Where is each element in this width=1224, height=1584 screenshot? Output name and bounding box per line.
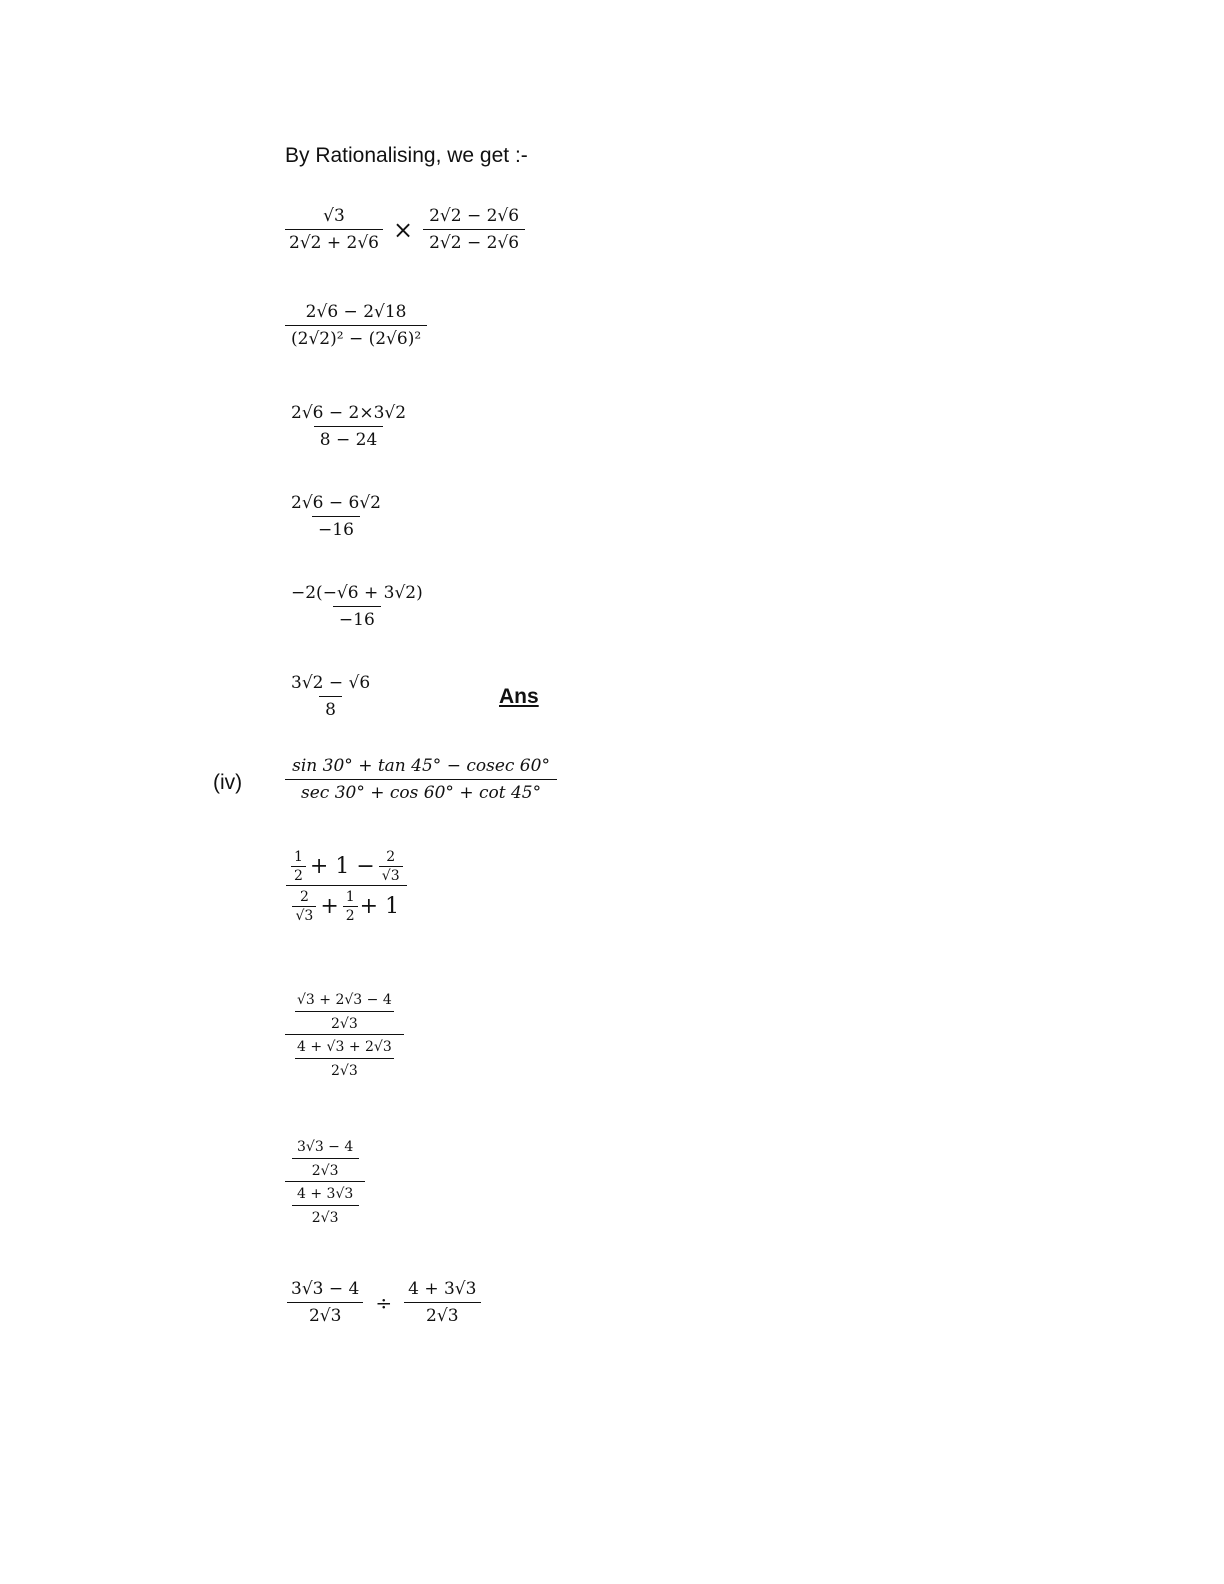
fraction (285, 585, 429, 629)
division-step (285, 1281, 482, 1325)
numerator: 2√6 − 2×3√2 (291, 403, 407, 423)
denominator: 2√3 (292, 1205, 359, 1225)
denominator: 8 (319, 696, 342, 719)
denominator: 2√2 + 2√6 (285, 229, 383, 252)
denominator: 2√3 (295, 1058, 394, 1078)
plus-one: + 1 (359, 893, 400, 919)
trig-expression (285, 758, 557, 802)
part-label: (iv) (213, 771, 243, 794)
equation-step-1 (285, 208, 525, 252)
numerator: 2√6 − 6√2 (291, 493, 381, 513)
equation-step-2 (285, 304, 427, 348)
fraction (402, 1281, 482, 1325)
denominator: 2√3 (295, 1011, 394, 1031)
numerator (285, 993, 404, 1034)
equation-step-6 (285, 675, 376, 719)
plus-one-minus: + 1 − (309, 853, 375, 879)
fraction (285, 675, 376, 719)
fraction (285, 495, 387, 539)
equation-step-5 (285, 585, 429, 629)
numerator: −2(−√6 + 3√2) (291, 583, 423, 603)
divide-operator: ÷ (375, 1291, 393, 1315)
numerator: 1 (345, 889, 355, 905)
denominator: √3 (292, 906, 316, 923)
fraction (285, 1281, 365, 1325)
denominator: 2 (291, 866, 306, 883)
numerator: 3√3 − 4 (291, 1279, 360, 1299)
numerator: 3√3 − 4 (297, 1139, 354, 1155)
numerator: 2 (386, 849, 396, 865)
denominator: sec 30° + cos 60° + cot 45° (285, 779, 557, 802)
denominator: −16 (333, 606, 381, 629)
fraction (285, 758, 557, 802)
denominator (286, 885, 407, 923)
numerator: 4 + √3 + 2√3 (297, 1039, 392, 1055)
numerator: sin 30° + tan 45° − cosec 60° (292, 756, 550, 776)
half-fraction (343, 890, 358, 923)
numerator: 4 + 3√3 (408, 1279, 477, 1299)
fraction (285, 304, 427, 348)
denominator: 2√3 (404, 1302, 480, 1325)
answer-label: Ans (499, 685, 539, 708)
plus-sign: + (320, 893, 339, 919)
substitution-step (285, 850, 409, 923)
two-over-root3 (292, 890, 316, 923)
fraction (285, 405, 412, 449)
fraction (423, 208, 525, 252)
fraction (285, 208, 383, 252)
denominator: 2√2 − 2√6 (423, 229, 525, 252)
denominator: √3 (379, 866, 403, 883)
denominator (285, 1181, 365, 1225)
equation-step-4 (285, 495, 387, 539)
fraction (285, 1140, 365, 1225)
inner-fraction (291, 1140, 359, 1178)
numerator: √3 + 2√3 − 4 (297, 992, 392, 1008)
inner-fraction (291, 1187, 359, 1225)
inner-fraction (291, 1040, 398, 1078)
two-over-root3 (379, 850, 403, 883)
numerator: √3 (323, 206, 345, 226)
denominator: 2√3 (292, 1158, 359, 1178)
intro-text: By Rationalising, we get :- (285, 144, 528, 167)
denominator: 8 − 24 (314, 426, 384, 449)
denominator: (2√2)² − (2√6)² (285, 325, 427, 348)
multiply-operator: × (392, 216, 414, 244)
numerator: 1 (294, 849, 303, 865)
numerator (285, 1140, 365, 1181)
denominator: 2√3 (287, 1302, 363, 1325)
numerator (285, 850, 409, 885)
equation-step-3 (285, 405, 412, 449)
numerator: 2√6 − 2√18 (305, 302, 407, 322)
denominator: 2 (343, 906, 358, 923)
numerator: 2 (299, 889, 309, 905)
numerator: 4 + 3√3 (297, 1186, 354, 1202)
denominator (285, 1034, 404, 1078)
half-fraction (291, 850, 306, 883)
fraction (285, 850, 409, 923)
denominator: −16 (312, 516, 360, 539)
numerator: 3√2 − √6 (291, 673, 371, 693)
fraction (285, 993, 404, 1078)
inner-fraction (291, 993, 398, 1031)
compound-fraction-2 (285, 1140, 365, 1225)
compound-fraction-1 (285, 993, 404, 1078)
numerator: 2√2 − 2√6 (429, 206, 520, 226)
